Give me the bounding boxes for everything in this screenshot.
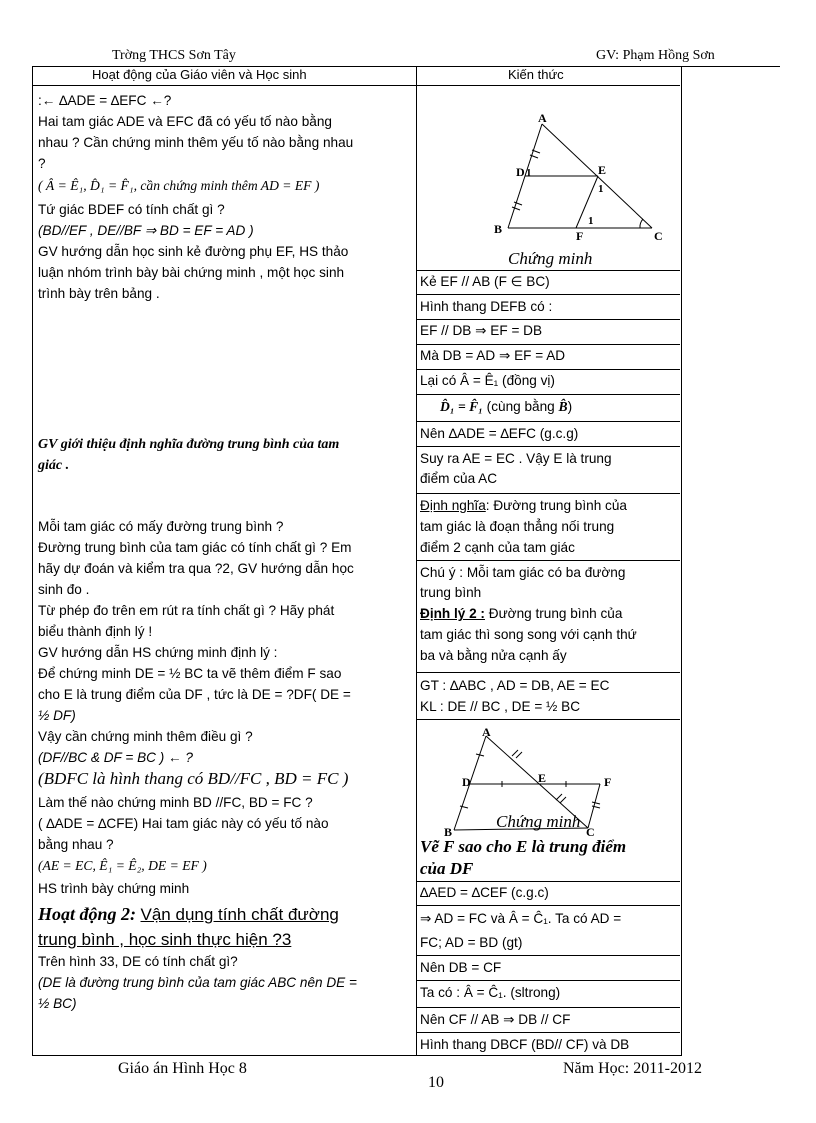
fig1-angle-1: 1 (526, 167, 532, 179)
tick-mark (560, 797, 566, 803)
table-header-teacher-student: Hoạt động của Giáo viên và Học sinh (92, 67, 307, 82)
formula-b: B̂ (558, 399, 568, 414)
left-line: sinh đo . (38, 582, 90, 597)
fig1-label-f: F (576, 229, 584, 243)
activity-2-title (38, 903, 339, 926)
row-rule (416, 369, 680, 370)
fig2-label-d: D (462, 775, 471, 789)
left-line: trình bày trên bảng . (38, 286, 160, 301)
right-line: điểm của AC (420, 471, 498, 486)
definition-text: : Đường trung bình của (485, 498, 627, 513)
right-line: Nên ∆ADE = ∆EFC (g.c.g) (420, 426, 579, 441)
fig1-label-e: E (598, 163, 607, 177)
left-line: luận nhóm trình bày bài chứng minh , một học sinh (38, 265, 345, 280)
activity-2-label: Hoạt động 2: (38, 904, 137, 924)
tick-mark (556, 794, 562, 800)
fig1-angle-e1: 1 (598, 183, 604, 195)
left-line: (BD//EF , DE//BF ⇒ BD = EF = AD ) (38, 223, 254, 238)
left-line: Làm thế nào chứng minh BD //FC, BD = FC ? (38, 795, 313, 810)
right-line: Hình thang DEFB có : (420, 299, 553, 314)
left-line: GV hướng dẫn học sinh kẻ đường phụ EF, HS thảo (38, 244, 349, 259)
table-header-knowledge: Kiến thức (508, 67, 564, 82)
left-line: ½ BC) (38, 996, 77, 1011)
theorem-text: Đường trung bình của (484, 606, 623, 621)
right-line: tam giác thì song song với cạnh thứ (420, 627, 637, 642)
left-line: hãy dự đoán và kiểm tra qua ?2, GV hướng dẫn học (38, 561, 354, 576)
left-line: Để chứng minh DE = ½ BC ta vẽ thêm điểm F sao (38, 666, 342, 681)
page-number: 10 (428, 1074, 444, 1091)
row-rule (416, 446, 680, 447)
left-line: Mỗi tam giác có mấy đường trung bình ? (38, 519, 284, 534)
right-line: Suy ra AE = EC . Vậy E là trung (420, 451, 612, 466)
row-rule (416, 319, 680, 320)
row-rule (416, 421, 680, 422)
left-line: nhau ? Cần chứng minh thêm yếu tố nào bằng nhau (38, 135, 354, 150)
right-line: Nên DB = CF (420, 960, 502, 975)
right-line: ba và bằng nửa cạnh ấy (420, 648, 567, 663)
left-line: GV hướng dẫn HS chứng minh định lý : (38, 645, 278, 660)
triangle-figure-1 (480, 108, 680, 248)
proof-heading-2: Chứng minh (496, 812, 581, 831)
right-line: ⇒ AD = FC và Â = Ĉ₁. Ta có AD = (420, 911, 622, 926)
right-line: tam giác là đoạn thẳng nối trung (420, 519, 615, 534)
fig2-label-e: E (538, 771, 547, 785)
left-line: ( ∆ADE = ∆CFE) Hai tam giác này có yếu tố nào (38, 816, 329, 831)
row-rule (416, 881, 680, 882)
left-line: :← ∆ADE = ∆EFC ←? (38, 93, 172, 108)
theorem-label: Định lý 2 : (420, 606, 485, 621)
left-line: bằng nhau ? (38, 837, 114, 852)
right-line: Vẽ F sao cho E là trung điểm (420, 837, 627, 856)
left-line: Hai tam giác ADE và EFC đã có yếu tố nào bằng (38, 114, 332, 129)
row-rule (416, 1032, 680, 1033)
right-line: của DF (420, 859, 474, 878)
definition-label: Định nghĩa (420, 498, 486, 513)
activity-2-topic-cont: trung bình , học sinh thực hiện ?3 (38, 930, 292, 949)
right-line: Ta có : Â = Ĉ₁. (sltrong) (420, 985, 561, 1000)
right-line: Nên CF // AB ⇒ DB // CF (420, 1012, 571, 1027)
right-line: EF // DB ⇒ EF = DB (420, 323, 543, 338)
fig2-label-a: A (482, 725, 491, 739)
row-rule (416, 344, 680, 345)
fig2-label-b: B (444, 825, 453, 836)
right-line: điểm 2 cạnh của tam giác (420, 540, 575, 555)
formula-d1-f1: D̂₁ = F̂₁ (440, 399, 483, 414)
tick-mark (516, 752, 522, 758)
right-line: GT : ∆ABC , AD = DB, AE = EC (420, 678, 610, 693)
footer-school-year: Năm Học: 2011-2012 (563, 1060, 702, 1077)
left-line: cho E là trung điểm của DF , tức là DE = ?DF( DE = (38, 687, 351, 702)
tick-mark (592, 802, 600, 804)
header-teacher: GV: Phạm Hồng Sơn (596, 48, 715, 63)
row-rule (416, 719, 680, 720)
angle-mark-c (640, 219, 643, 228)
tick-mark (512, 207, 520, 210)
right-line: FC; AD = BD (gt) (420, 935, 523, 950)
left-line: Từ phép đo trên em rút ra tính chất gì ? Hãy phát (38, 603, 335, 618)
proof-heading-1: Chứng minh (508, 249, 593, 268)
row-rule (416, 560, 680, 561)
text-cung-bang: (cùng bằng (482, 399, 559, 414)
left-line: biểu thành định lý ! (38, 624, 153, 639)
fig2-label-f: F (604, 775, 612, 789)
left-line: (AE = EC, Ê₁ = Ê₂, DE = EF ) (38, 858, 207, 873)
row-rule (416, 270, 680, 271)
left-line: giác . (38, 458, 70, 473)
left-line: Đường trung bình của tam giác có tính chất gì ? Em (38, 540, 352, 555)
fig1-label-a: A (538, 111, 547, 125)
row-rule (416, 1007, 680, 1008)
tick-mark (512, 750, 518, 756)
left-line: (DF//BC & DF = BC ) ← ? (38, 750, 193, 765)
fig1-label-b: B (494, 222, 503, 236)
row-rule (416, 672, 680, 673)
left-line-definition-heading: GV giới thiệu định nghĩa đường trung bình của tam (38, 437, 340, 452)
left-line: Tứ giác BDEF có tính chất gì ? (38, 202, 225, 217)
row-rule (416, 905, 680, 906)
right-line: Lại có Â = Ê₁ (đồng vị) (420, 373, 555, 388)
header-school: Trờng THCS Sơn Tây (112, 48, 236, 63)
left-line: Vậy cần chứng minh thêm điều gì ? (38, 729, 253, 744)
left-line: ? (38, 156, 46, 171)
left-line: (DE là đường trung bình của tam giác ABC nên DE = (38, 975, 357, 990)
right-line: KL : DE // BC , DE = ½ BC (420, 699, 581, 714)
right-line: Hình thang DBCF (BD// CF) và DB (420, 1037, 630, 1052)
left-line: HS trình bày chứng minh (38, 881, 190, 896)
right-line (440, 398, 572, 416)
left-line: ½ DF) (38, 708, 76, 723)
fig1-angle-f1: 1 (588, 215, 594, 227)
text-close: ) (567, 399, 573, 414)
right-line (420, 605, 622, 623)
fig1-label-c: C (654, 229, 663, 243)
footer-title: Giáo án Hình Học 8 (118, 1060, 247, 1077)
right-line (420, 497, 627, 515)
table-header-rule (32, 85, 680, 86)
row-rule (416, 394, 680, 395)
fig1-label-d: D (516, 165, 525, 179)
row-rule (416, 955, 680, 956)
left-line: Trên hình 33, DE có tính chất gì? (38, 954, 238, 969)
right-line: Chú ý : Mỗi tam giác có ba đường (420, 565, 626, 580)
segment-ef (576, 176, 598, 228)
right-line: ∆AED = ∆CEF (c.g.c) (420, 885, 549, 900)
fig2-label-c: C (586, 825, 595, 836)
left-line: (BDFC là hình thang có BD//FC , BD = FC ) (38, 769, 349, 788)
right-line: Mà DB = AD ⇒ EF = AD (420, 348, 566, 363)
row-rule (416, 980, 680, 981)
right-line: Kẻ EF // AB (F ∈ BC) (420, 274, 550, 289)
row-rule (416, 493, 680, 494)
row-rule (416, 294, 680, 295)
right-line: trung bình (420, 585, 482, 600)
activity-2-topic: Vận dụng tính chất đường (140, 905, 339, 924)
left-line: ( Â = Ê₁, D̂₁ = F̂₁, cần chứng minh thêm AD = EF ) (38, 178, 320, 193)
